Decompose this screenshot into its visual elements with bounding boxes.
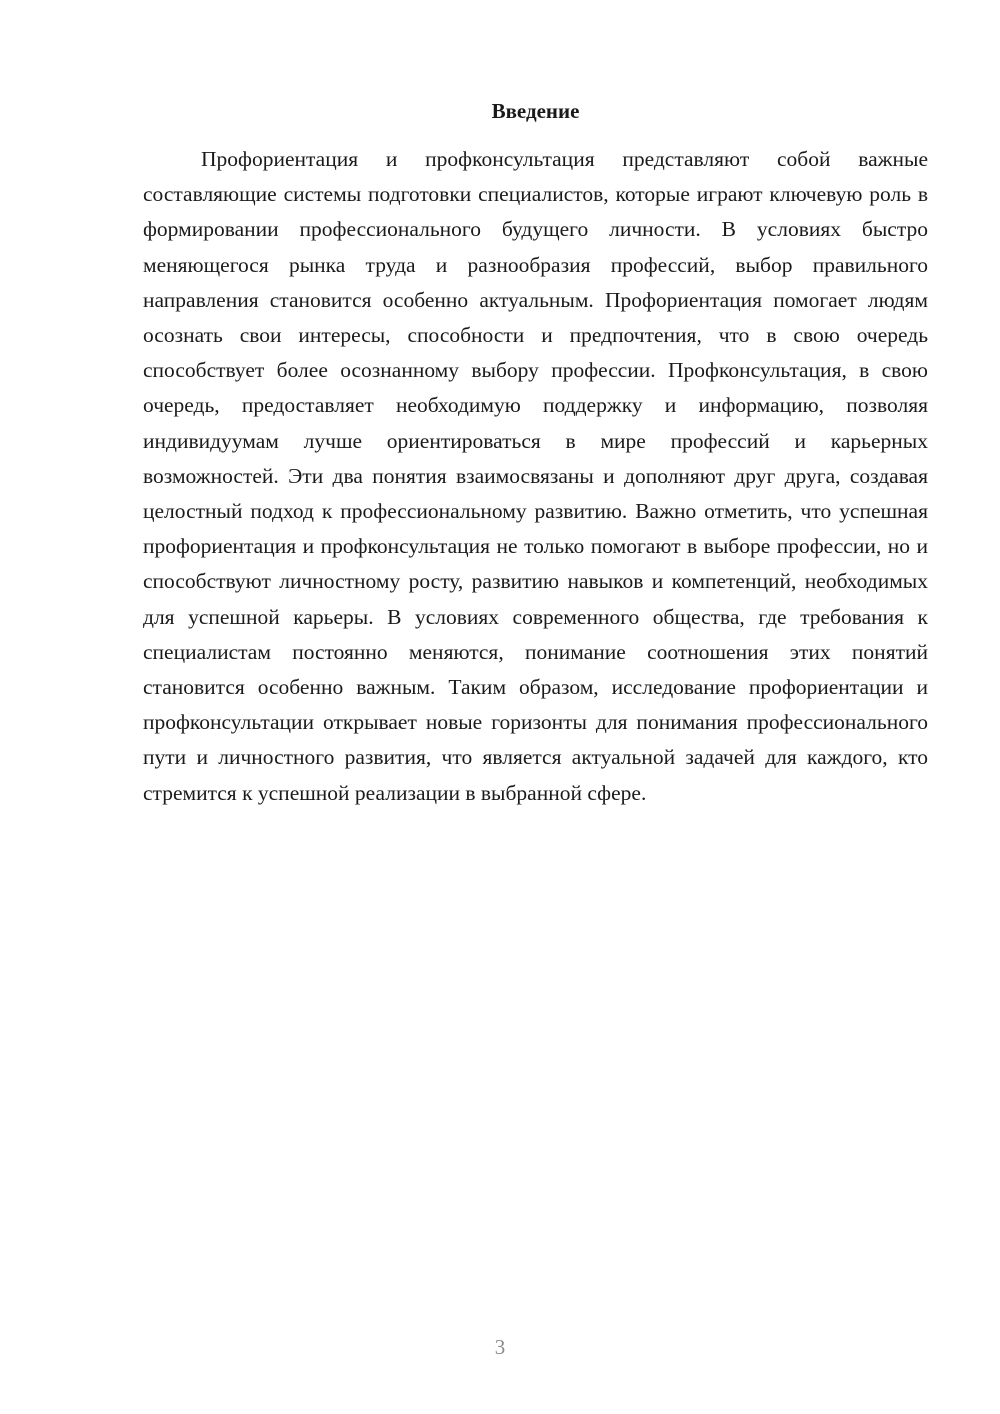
section-heading: Введение xyxy=(491,99,580,123)
body-paragraph: Профориентация и профконсультация представляют собой важные составляющие системы подготовки специалистов, которые играют ключевую роль в формировании профессионального будущего личности. В условиях быстро меняющегося рынка труда и разнообразия профессий, выбор правильного направления становится особенно актуальным. Профориентация помогает людям осознать свои интересы, способности и предпочтения, что в свою очередь способствует более осознанному выбору профессии. Профконсультация, в свою очередь, предоставляет необходимую поддержку и информацию, позволяя индивидуумам лучше ориентироваться в мире профессий и карьерных возможностей. Эти два понятия взаимосвязаны и дополняют друг друга, создавая целостный подход к профессиональному развитию. Важно отметить, что успешная профориентация и профконсультация не только помогают в выборе профессии, но и способствуют личностному росту, развитию навыков и компетенций, необходимых для успешной карьеры. В условиях современного общества, где требования к специалистам постоянно меняются, понимание соотношения этих понятий становится особенно важным. Таким образом, исследование профориентации и профконсультации открывает новые горизонты для понимания профессионального пути и личностного развития, что является актуальной задачей для каждого, кто стремится к успешной реализации в выбранной сфере. xyxy=(143,147,928,805)
page-number: 3 xyxy=(494,1335,506,1359)
